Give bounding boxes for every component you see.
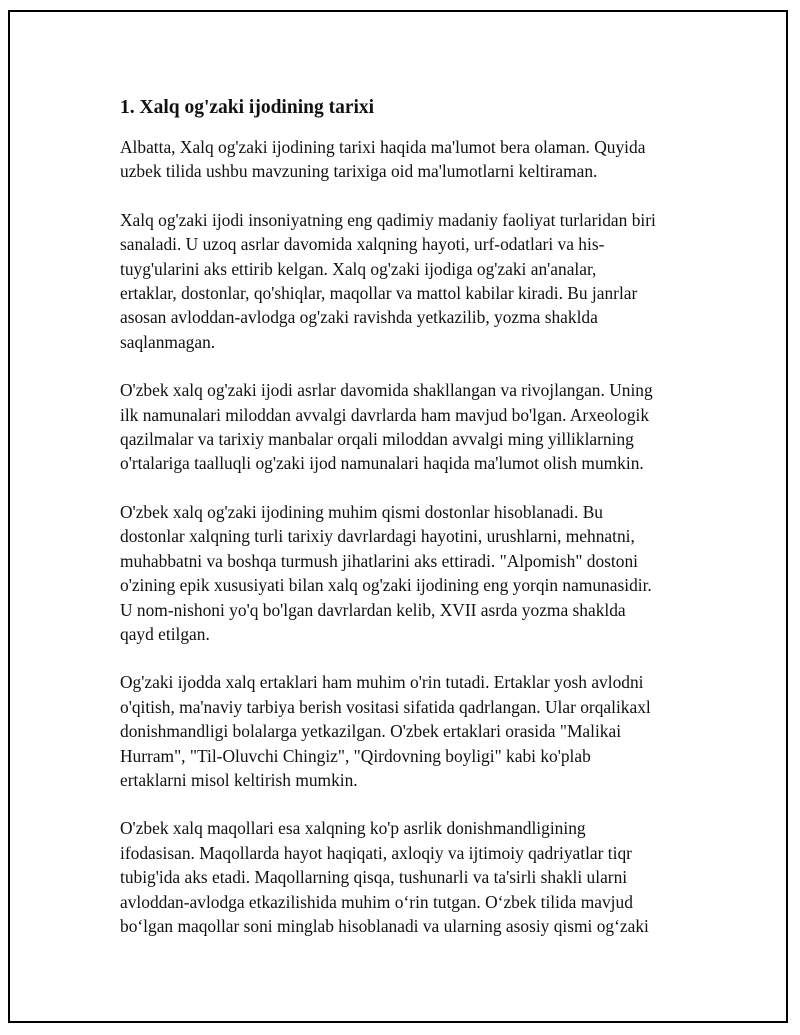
text-line: dostonlar xalqning turli tarixiy davrlardagi hayotini, urushlarni, mehnatni, <box>120 526 635 547</box>
text-line: qazilmalar va tarixiy manbalar orqali miloddan avvalgi ming yilliklarning <box>120 429 634 450</box>
text-line: ilk namunalari miloddan avvalgi davrlarda ham mavjud bo'lgan. Arxeologik <box>120 404 650 425</box>
text-line: o'rtalariga taalluqli og'zaki ijod namunalari haqida ma'lumot olish mumkin. <box>120 453 644 474</box>
text-line: saqlanmagan. <box>120 331 216 352</box>
text-line: O'zbek xalq maqollari esa xalqning ko'p asrlik donishmandligining <box>120 818 586 839</box>
text-line: tubig'ida aks etadi. Maqollarning qisqa, tushunarli va ta'sirli shakli ularni <box>120 867 628 888</box>
text-line: o'qitish, ma'naviy tarbiya berish vositasi sifatida qadrlangan. Ular orqalikaxl <box>120 696 651 717</box>
text-line: Hurram", "Til-Oluvchi Chingiz", "Qirdovning boyligi" kabi ko'plab <box>120 745 591 766</box>
text-line: U nom-nishoni yo'q bo'lgan davrlardan kelib, XVII asrda yozma shaklda <box>120 599 626 620</box>
text-line: uzbek tilida ushbu mavzuning tarixiga oid ma'lumotlarni keltiraman. <box>120 161 598 182</box>
text-line: muhabbatni va boshqa turmush jihatlarini aks ettiradi. "Alpomish" dostoni <box>120 550 638 571</box>
document-body <box>120 95 700 962</box>
text-line: ifodasisan. Maqollarda hayot haqiqati, axloqiy va ijtimoiy qadriyatlar tiqr <box>120 842 632 863</box>
text-line: Og'zaki ijodda xalq ertaklari ham muhim o'rin tutadi. Ertaklar yosh avlodni <box>120 672 644 693</box>
paragraph-proverbs <box>120 816 700 938</box>
text-line: Xalq og'zaki ijodi insoniyatning eng qadimiy madaniy faoliyat turlaridan biri <box>120 209 656 230</box>
text-line: o'zining epik xususiyati bilan xalq og'zaki ijodining eng yorqin namunasidir. <box>120 575 652 596</box>
text-line: tuyg'ularini aks ettirib kelgan. Xalq og'zaki ijodiga og'zaki an'analar, <box>120 258 597 279</box>
text-line: O'zbek xalq og'zaki ijodi asrlar davomida shakllangan va rivojlangan. Uning <box>120 380 653 401</box>
paragraph-fairy-tales <box>120 670 700 792</box>
text-line: asosan avloddan-avlodga og'zaki ravishda yetkazilib, yozma shaklda <box>120 307 598 328</box>
text-line: bo‘lgan maqollar soni minglab hisoblanadi va ularning asosiy qismi og‘zaki <box>120 915 649 936</box>
text-line: Albatta, Xalq og'zaki ijodining tarixi haqida ma'lumot bera olaman. Quyida <box>120 137 646 157</box>
document-title: 1. Xalq og'zaki ijodining tarixi <box>120 97 375 118</box>
paragraph-definition <box>120 208 700 354</box>
text-line: avloddan-avlodga etkazilishida muhim o‘rin tutgan. O‘zbek tilida mavjud <box>120 891 633 912</box>
document-page <box>8 10 788 1023</box>
text-line: ertaklarni misol keltirish mumkin. <box>120 769 358 790</box>
text-line: qayd etilgan. <box>120 623 210 644</box>
text-line: donishmandligi bolalarga yetkazilgan. O'zbek ertaklari orasida "Malikai <box>120 721 622 742</box>
text-line: sanaladi. U uzoq asrlar davomida xalqning hayoti, urf-odatlari va his- <box>120 234 605 255</box>
paragraph-intro <box>120 135 700 184</box>
text-line: ertaklar, dostonlar, qo'shiqlar, maqollar va mattol kabilar kiradi. Bu janrlar <box>120 283 638 304</box>
paragraph-origins <box>120 378 700 476</box>
text-line: O'zbek xalq og'zaki ijodining muhim qismi dostonlar hisoblanadi. Bu <box>120 501 604 522</box>
paragraph-dostons <box>120 500 700 646</box>
